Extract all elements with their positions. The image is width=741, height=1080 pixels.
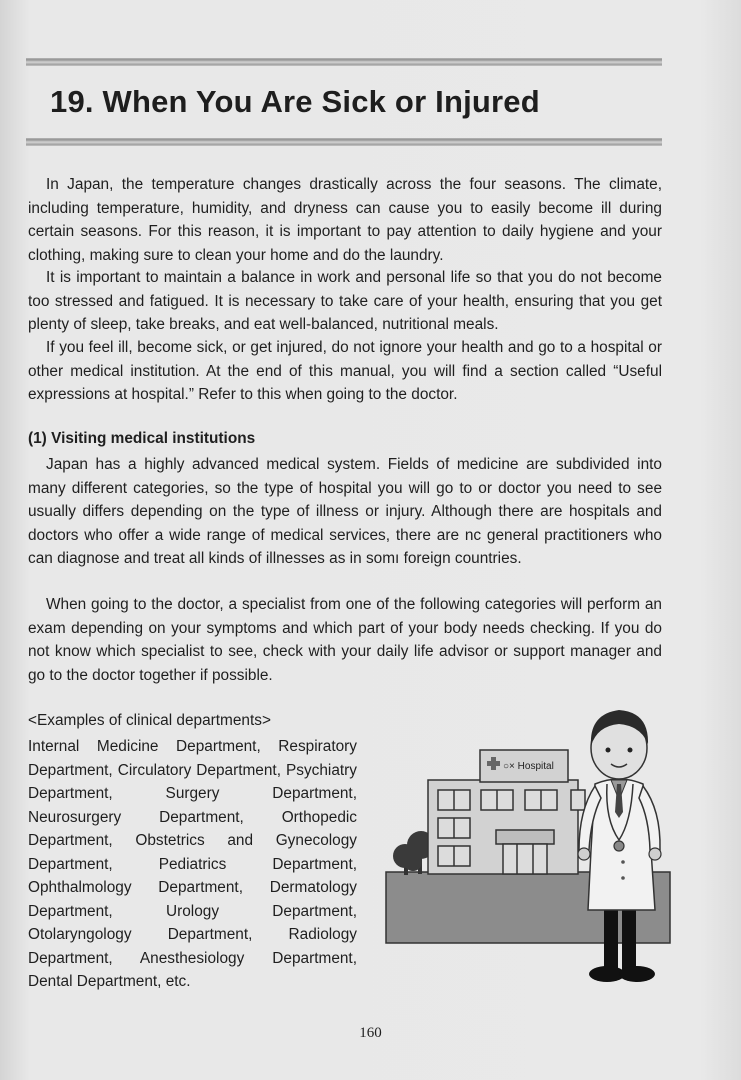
intro-paragraph-1: In Japan, the temperature changes drastically across the four seasons. The climate, including temperature, humidity, and dryness can cause you to easily become ill during certain seasons. For this reason, it is important to pay attention to daily hygiene and your clothing, making sure to clean your home and do the laundry. <box>28 176 662 264</box>
section1-paragraph-1: Japan has a highly advanced medical system. Fields of medicine are subdivided into many different categories, so the type of hospital you will go to or doctor you need to see usually differs depending on the type of illness or injury. Although there are hospitals and doctors who offer a wide range of medical services, there are nc general practitioners who can diagnose and treat all kinds of illnesses as in somı foreign countries. <box>28 456 662 567</box>
examples-heading: <Examples of clinical departments> <box>28 712 271 729</box>
page-title: 19. When You Are Sick or Injured <box>50 84 540 119</box>
clinical-departments-list: Internal Medicine Department, Respiratory Department, Circulatory Department, Psychiatry Department, Surgery Department, Neurosurgery Department, Orthopedic Department, Obstetrics and Gynecology Department, Pediatrics Department, Ophthalmology Department, Dermatology Department, Urology Department, Otolaryngology Department, Radiology Department, Anesthesiology Department, Dental Department, etc. <box>28 738 357 990</box>
page-number: 160 <box>359 1025 382 1041</box>
intro-paragraph-3: If you feel ill, become sick, or get injured, do not ignore your health and go to a hospital or other medical institution. At the end of this manual, you will find a section called “Useful expressions at hospital.” Refer to this when going to the doctor. <box>28 339 662 403</box>
title-rule-bottom <box>26 138 662 146</box>
section-heading-visiting-medical-institutions: (1) Visiting medical institutions <box>28 430 256 447</box>
intro-paragraph-2: It is important to maintain a balance in work and personal life so that you do not become too stressed and fatigued. It is necessary to take care of your health, ensuring that you get plenty of sleep, take breaks, and eat well-balanced, nutritional meals. <box>28 269 662 333</box>
hospital-entrance <box>496 830 554 844</box>
hospital-sign: ○× Hospital <box>503 761 554 772</box>
title-rule-top <box>26 58 662 66</box>
section1-paragraph-2: When going to the doctor, a specialist from one of the following categories will perform an exam depending on your symptoms and which part of your body needs checking. If you do not know which specialist to see, check with your daily life advisor or support manager and go to the doctor together if possible. <box>28 596 662 684</box>
hospital-doctor-illustration <box>383 700 673 990</box>
